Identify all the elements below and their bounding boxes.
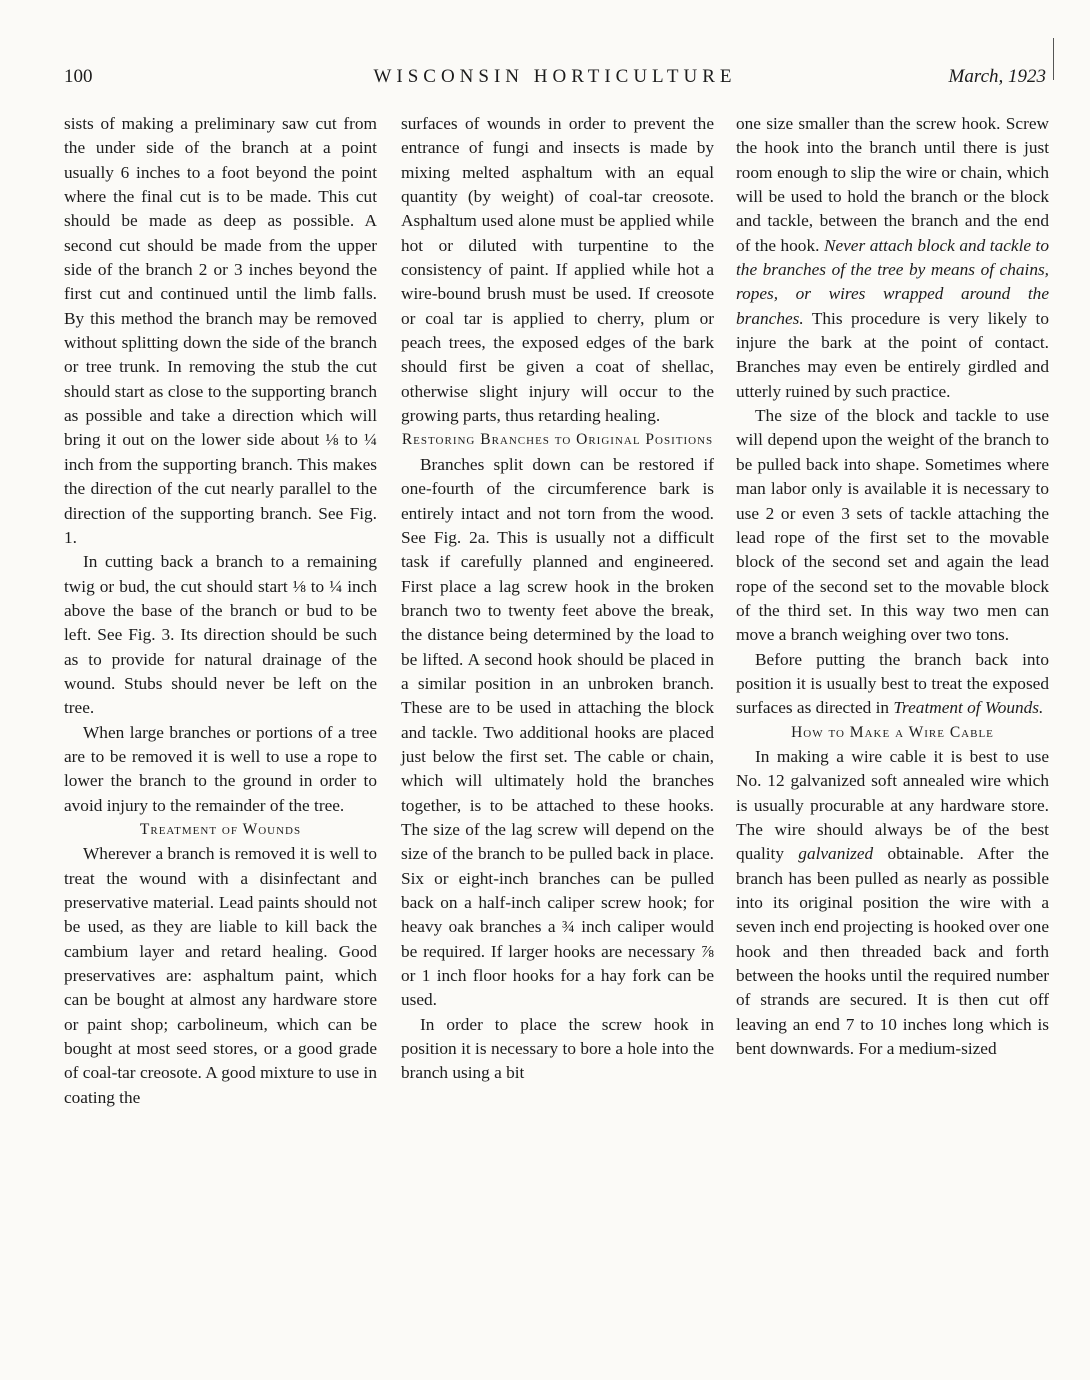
emphasis-text: Treatment of Wounds. [893, 698, 1044, 718]
paragraph: In cutting back a branch to a remaining twig or bud, the cut should start ⅛ to ¼ inch above the base of the branch or bud to be left. See Fig. 3. Its direction should be such as to provide for natural drainage of the wound. Stubs should never be left on the tree. [64, 552, 377, 718]
paragraph: Wherever a branch is removed it is well to treat the wound with a disinfectant and preservative material. Lead paints should not be used, as they are liable to kill back the cambium layer and retard healing. Good preservatives are: asphaltum paint, which can be bought at almost any hardware store or paint shop; carbolineum, which can be bought at most seed stores, or a good grade of coal-tar creosote. A good mixture to use in coating the [64, 844, 377, 1107]
paragraph [736, 648, 1049, 721]
paragraph: surfaces of wounds in order to prevent the entrance of fungi and insects is made by mixing melted asphaltum with an equal quantity (by weight) of coal-tar creosote. Asphaltum used alone must be applied while hot or diluted with turpentine to the consistency of paint. If applied while hot a wire-bound brush must be used. If creosote or coal tar is applied to cherry, plum or peach trees, the exposed edges of the bark should first be given a coat of shellac, otherwise slight injury will occur to the growing parts, thus retarding healing. [401, 114, 714, 426]
paragraph: sists of making a preliminary saw cut from the under side of the branch at a point usually 6 inches to a foot beyond the point where the final cut is to be made. This cut should be made as deep as possible. A second cut should be made from the upper side of the branch 2 or 3 inches beyond the first cut and continued until the limb falls. By this method the branch may be removed without splitting down the side of the branch or tree trunk. In removing the stub the cut should start as close to the supporting branch as possible and take a direction which will bring it out on the lower side about ⅛ to ¼ inch from the supporting branch. This makes the direction of the cut nearly parallel to the direction of the supporting branch. See Fig. 1. [64, 114, 377, 547]
emphasis-text: Never attach block and tackle to the branches of the tree by means of chains, ropes, or wires wrapped around the branches. [736, 235, 1049, 328]
section-heading: Treatment of Wounds [139, 820, 302, 838]
paragraph [736, 745, 1049, 1061]
page-header [64, 66, 1046, 96]
paragraph: When large branches or portions of a tree are to be removed it is well to use a rope to lower the branch to the ground in order to avoid injury to the remainder of the tree. [64, 722, 377, 815]
text-run: This procedure is very likely to injure the bark at the point of contact. Branches may even be entirely girdled and utterly ruined by such practice. [736, 308, 1049, 401]
section-heading: Restoring Branches to Original Positions [401, 431, 714, 449]
paragraph: Branches split down can be restored if one-fourth of the circumference bark is entirely intact and not torn from the wood. See Fig. 2a. This is usually not a difficult task if carefully planned and engineered. First place a lag screw hook in the broken branch two to twenty feet above the break, the distance being determined by the load to be lifted. A second hook should be placed in a similar position in an unbroken branch. These are to be used in attaching the block and tackle. Two additional hooks are placed just below the first set. The cable or chain, which will ultimately hold the branches together, is to be attached to these hooks. The size of the lag screw will depend on the size of the branch to be pulled back in place. Six or eight-inch branches can be pulled back on a half-inch caliper screw hook; for heavy oak branches a ¾ inch caliper would be required. If larger hooks are necessary ⅞ or 1 inch floor hooks for a hay fork can be used. [401, 454, 714, 1010]
section-heading: How to Make a Wire Cable [791, 723, 994, 741]
paragraph: The size of the block and tackle to use will depend upon the weight of the branch to be pulled back into shape. Sometimes where man labor only is available it is necessary to use 2 or even 3 sets of tackle attaching the lead rope of the first set to the movable block of the second set and again the lead rope of the second set to the movable block of the third set. In this way two men can move a branch weighing over two tons. [736, 406, 1049, 645]
page-number: 100 [64, 66, 93, 87]
issue-date: March, 1923 [948, 66, 1046, 87]
column-1 [64, 112, 377, 1110]
paragraph: In order to place the screw hook in position it is necessary to bore a hole into the branch using a bit [401, 1014, 714, 1083]
emphasis-text: galvanized [798, 844, 874, 864]
paragraph [736, 112, 1049, 404]
text-run: obtainable. After the branch has been pulled as nearly as possible into its original position the wire with a seven inch end projecting is hooked over one hook and then threaded back and forth between the hooks until the required number of strands are secured. It is then cut off leaving an end 7 to 10 inches long which is bent downwards. For a medium-sized [736, 844, 1049, 1059]
text-run: Before putting the branch back into position it is usually best to treat the exposed surfaces as directed in [736, 649, 1049, 718]
column-2 [401, 112, 714, 1086]
column-3 [736, 112, 1049, 1061]
text-run: In making a wire cable it is best to use No. 12 galvanized soft annealed wire which is usually procurable at any hardware store. The wire should always be of the best quality [736, 746, 1049, 864]
margin-rule [1053, 38, 1055, 80]
journal-title: WISCONSIN HORTICULTURE [373, 66, 737, 87]
text-run: one size smaller than the screw hook. Screw the hook into the branch until there is just room enough to slip the wire or chain, which will be used to hold the branch or the block and tackle, between the branch and the end of the hook. [736, 114, 1049, 255]
